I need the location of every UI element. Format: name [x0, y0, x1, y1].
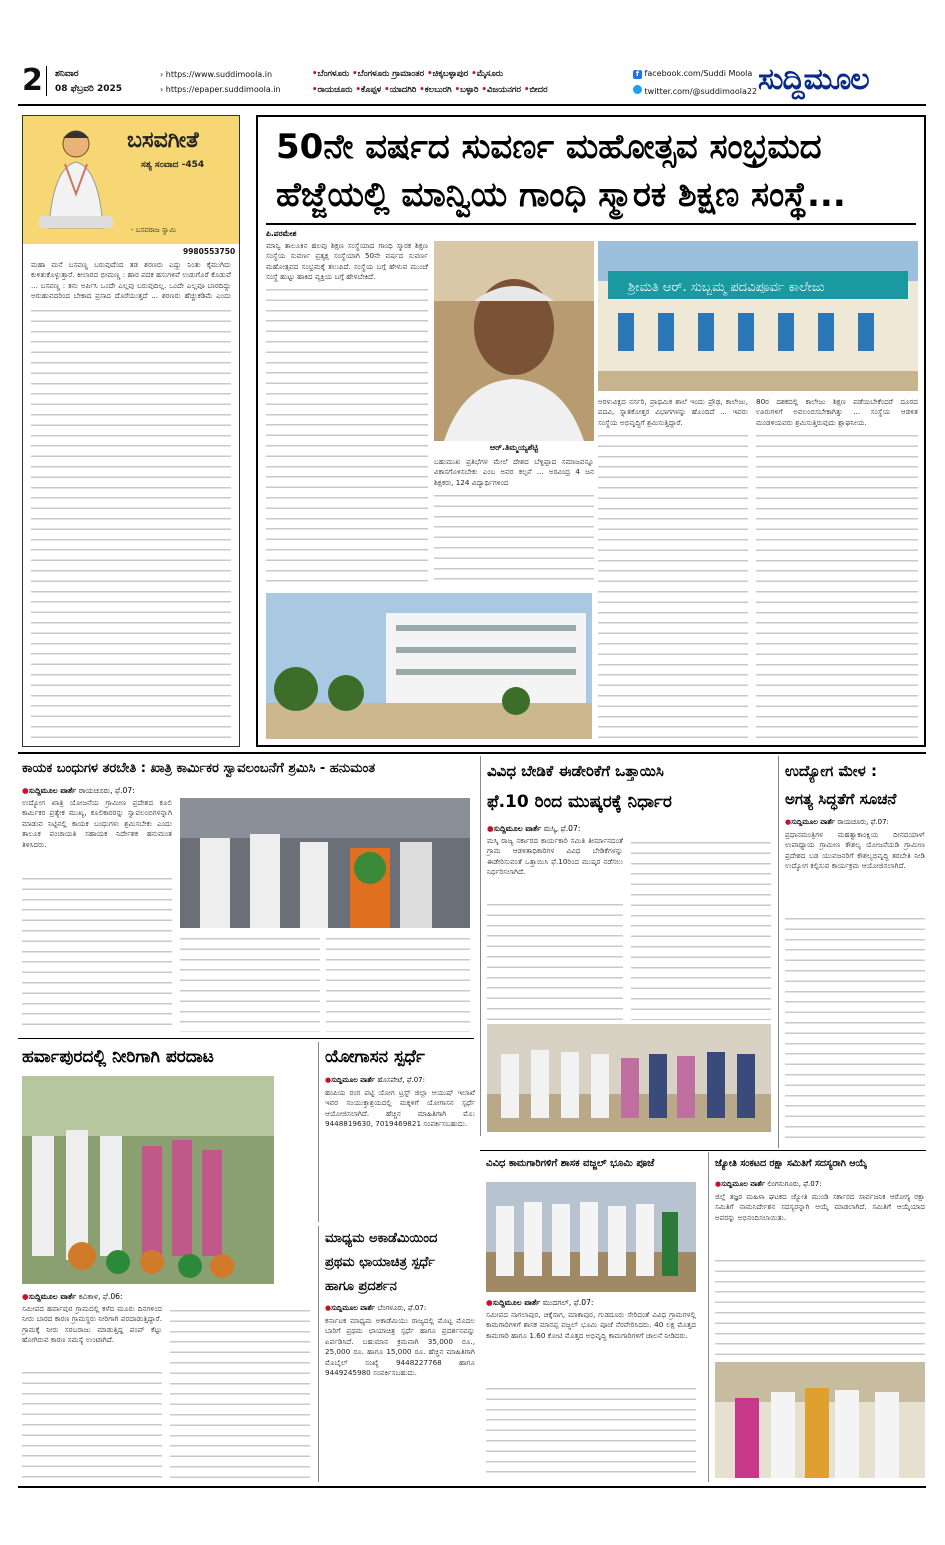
facebook-row [633, 69, 752, 79]
yoga-body: ಹಂಪಿಯ ರಂಗ ಪಟ್ಟಿ ಯೋಗ ಟ್ರಸ್ಟ್ ಜಿಲ್ಲಾ ಆಯುಷ್ ಇಲಾಖೆ ಇವರ ಸಂಯುಕ್ತಾಶ್ರಯದಲ್ಲಿ ಮಕ್ಕಳಿಗೆ ಯೋಗಾಸನ ಸ್ಪರ್ಧೆ ಆಯೋಜಿಸಲಾಗಿದೆ. ಹೆಚ್ಚಿನ ಮಾಹಿತಿಗಾಗಿ ಮೊ: 9448819630, 7019469821 ಸಂಪರ್ಕಿಸಬಹುದು. [325, 1088, 475, 1129]
job-fair-body: ಪ್ರಧಾನಮಂತ್ರಿಗಳ ಮಹತ್ವಾಕಾಂಕ್ಷಿಯ ದೀನದಯಾಳ್ ಉಪಾಧ್ಯಾಯ ಗ್ರಾಮೀಣ ಕೌಶಲ್ಯ ಯೋಜನೆಯಡಿ ಗ್ರಾಮೀಣ ಪ್ರದೇಶದ ಬಡ ಯುವಜನರಿಗೆ ಕೌಶಲ್ಯಭಿವೃದ್ಧಿ ತರಬೇತಿ ನೀಡಿ ಉದ್ಯೋಗ ಕಲ್ಪಿಸುವ ಕಾರ್ಯಕ್ರಮ ಆಯೋಜಿಸಲಾಗಿದೆ. [785, 830, 925, 871]
chevron-right-icon: › [160, 85, 164, 94]
basavageethe-header [23, 116, 239, 244]
basavageethe-series: ಸತ್ಯ ಸಂವಾದ -454 [141, 160, 205, 170]
cities-row-1: •ಬೆಂಗಳೂರು •ಬೆಂಗಳೂರು ಗ್ರಾಮಾಂತರ •ಚಿಕ್ಕಬಳ್ಳಾಪುರ •ಮೈಸೂರು [312, 69, 504, 79]
story-photo-contest [318, 1226, 474, 1482]
job-fair-headline-2: ಅಗತ್ಯ ಸಿದ್ಧತೆಗೆ ಸೂಚನೆ [785, 790, 897, 808]
story-job-fair [778, 756, 926, 1148]
masthead [0, 0, 945, 112]
lead-story [256, 115, 926, 747]
chevron-right-icon: › [160, 70, 164, 79]
pooja-body: ಸಮೀಪದ ನಾಗಲಾಪುರ, ಚಿಕ್ಕೆಸಾಗ, ಮಾಕಾಪುರ, ಗುಡದೂರು ಸೇರಿದಂತೆ ವಿವಿಧ ಗ್ರಾಮಗಳಲ್ಲಿ ಕಾಮಗಾರಿಗಳಿಗೆ ಶಾಸಕ ಮಾನಪ್ಪ ವಜ್ಜಲ್ ಭೂಮಿ ಪೂಜೆ ನೆರವೇರಿಸಿದರು. 40 ಲಕ್ಷ ಮೊತ್ತದ ಕಾಮಗಾರಿ ಹಾಗೂ 1.60 ಕೋಟಿ ಮೊತ್ತದ ಅಭಿವೃದ್ಧಿ ಕಾಮಗಾರಿಗಳಿಗೆ ಚಾಲನೆ ನೀಡಿದರು. [486, 1310, 696, 1340]
city-koppal[interactable]: ಕೊಪ್ಪಳ [360, 85, 382, 95]
kayaka-headline: ಕಾಯಕ ಬಂಧುಗಳ ತರಬೇತಿ : ಖಾತ್ರಿ ಕಾರ್ಮಿಕರ ಸ್ವಾವಲಂಬನೆಗೆ ಶ್ರಮಿಸಿ - ಹನುಮಂತ [22, 761, 376, 776]
lead-col3: ಅರಳುವಿಕ್ಷದ ನರ್ಸರಿ, ಪ್ರಾಥಮಿಕ ಶಾಲೆ ಇಂದು ಪ್ರೌಢ, ಕಾಲೇಜು, ಪದವಿ, ಸ್ನಾತಕೋತ್ತರ ವಿಭಾಗಗಳನ್ನು ಹೊಂದಿದೆ ... ಇವರು ಸಂಸ್ಥೆಯ ಅಭಿವೃದ್ಧಿಗೆ ಶ್ರಮಿಸುತ್ತಿದ್ದಾರೆ. [598, 397, 748, 427]
epaper-row [160, 85, 281, 94]
twitter-icon [633, 85, 642, 94]
basavageethe-body: ಮಹಾ ಮನೆ ಬಸವಣ್ಣ ಬರುವುದೆಂದ ತಡ ಶರಣರು ಎದ್ದು ನಿಂತು ಕೈಮುಗಿದು ಕುಳಿತುಕೊಳ್ಳುತ್ತಾರೆ. ಕೀಲಾರದ ಭೀಮಣ್ಣ : ಹಾರ ಪದಕ ಹಸುಗಳಿವೆ ಉಡುಗೊರೆ ಕೊಡುವೆ ... ಬಸವಣ್ಣ : ತನು ಅರ್ಪಿಸಿ ಒಂದೇ ಎಲ್ಲವು ಬರುವುದಿಲ್ಲ. ಒಂದೇ ಎಲ್ಲವೂ ಬಾರದಿದ್ದು ಅರುಹುವದರಿಂದ ಬೇಕಾದ ಪ್ರಸಾದ ದೊರೆಯುತ್ತದೆ ... ಶರಣರು ಹೆಚ್ಚುಕಡಿಮೆ ಎಂದು [31, 260, 231, 301]
job-fair-headline-1: ಉದ್ಯೋಗ ಮೇಳ : [785, 762, 878, 780]
city-ballari[interactable]: ಬಳ್ಳಾರಿ [460, 85, 479, 95]
city-raichur[interactable]: ರಾಯಚೂರು [317, 85, 353, 95]
saint-illustration [35, 124, 117, 228]
website-row [160, 70, 272, 79]
kayaka-byline: ●ಸುದ್ದಿಮೂಲ ವಾರ್ತೆ ರಾಯಚೂರು, ಫೆ.07: [22, 786, 135, 795]
facebook-icon: f [633, 70, 642, 79]
basavageethe-phone: 9980553750 [183, 247, 236, 256]
epaper-link[interactable]: https://epaper.suddimoola.in [165, 85, 281, 94]
contest-byline: ●ಸುದ್ದಿಮೂಲ ವಾರ್ತೆ ಬೆಂಗಳೂರು, ಫೆ.07: [325, 1304, 427, 1312]
jyoti-byline: ●ಸುದ್ದಿಮೂಲ ವಾರ್ತೆ ಲಿಂಗಸುಗೂರು, ಫೆ.07: [715, 1180, 822, 1188]
basavageethe-box [22, 115, 240, 747]
protest-headline-2: ಫೆ.10 ರಿಂದ ಮುಷ್ಕರಕ್ಕೆ ನಿರ್ಧಾರ [487, 792, 672, 812]
lead-col1: ಮಾನ್ವಿ ತಾಲೂಕಿನ ಹಲವು ಶಿಕ್ಷಣ ಸಂಸ್ಥೆಯಾದ ಗಾಂಧಿ ಸ್ಮಾರಕ ಶಿಕ್ಷಣ ಸಂಸ್ಥೆಯ ಸುವರ್ಣ ಪ್ರತ್ಯಕ್ಷ ಸಂಸ್ಥೆಯಾಗಿ 50ನೇ ವರ್ಷದ ಸುವರ್ಣ ಮಹೋತ್ಸವದ ಸಂಭ್ರಮಕ್ಕೆ ತಲುಪಿದೆ. ಸಂಸ್ಥೆಯ ಬಗ್ಗೆ ಹೇಳುವ ಮುಂಚೆ ಸಂಸ್ಥೆ ಹುಟ್ಟು ಹಾಕಿದ ವ್ಯಕ್ತಿಯ ಬಗ್ಗೆ ಹೇಳಬೇಕಿದೆ. [266, 241, 428, 282]
basavageethe-author: - ಬಸವರಾಜ ಸ್ವಾಮಿ [131, 226, 176, 234]
yoga-headline: ಯೋಗಾಸನ ಸ್ಪರ್ಧೆ [325, 1047, 425, 1067]
pooja-headline: ವಿವಿಧ ಕಾಮಗಾರಿಗಳಿಗೆ ಶಾಸಕ ವಜ್ಜಲ್ ಭೂಮಿ ಪೂಜೆ [486, 1158, 655, 1169]
facebook-link[interactable]: facebook.com/Suddi Moola [644, 69, 753, 78]
story-yoga [318, 1042, 474, 1222]
campus-photo [266, 593, 592, 739]
city-bengaluru[interactable]: ಬೆಂಗಳೂರು [317, 69, 350, 79]
portrait-photo [434, 241, 594, 441]
contest-headline-1: ಮಾಧ್ಯಮ ಅಕಾಡೆಮಿಯಿಂದ [325, 1231, 438, 1246]
lead-headline-2: ಹೆಜ್ಜೆಯಲ್ಲಿ ಮಾನ್ವಿಯ ಗಾಂಧಿ ಸ್ಮಾರಕ ಶಿಕ್ಷಣ ಸಂಸ್ಥೆ... [276, 175, 846, 215]
twitter-row [633, 85, 757, 96]
jyoti-body: ಜಿಲ್ಲೆ ತಜ್ಞರ ಮಹಿಳಾ ಘಟಕದ ಜ್ಯೋತಿ ಮುಂಡಿ ಸರ್ಕಾರದ ಸಾರ್ವಜನಿಕ ಆರೋಗ್ಯ ರಕ್ಷಾ ಸಮಿತಿಗೆ ನಾಮನಿರ್ದೇಶನ ಸದಸ್ಯರನ್ನಾಗಿ ಆಯ್ಕೆ ಮಾಡಲಾಗಿದೆ. ಸಮಿತಿಗೆ ಆಯ್ಕೆಯಾದ ಅವರನ್ನು ಅಭಿನಂದಿಸಲಾಯಿತು. [715, 1192, 925, 1222]
city-bengaluru-rural[interactable]: ಬೆಂಗಳೂರು ಗ್ರಾಮಾಂತರ [357, 69, 425, 79]
pooja-byline: ●ಸುದ್ದಿಮೂಲ ವಾರ್ತೆ ಮುದಗಲ್, ಫೆ.07: [486, 1298, 594, 1307]
city-vijayanagara[interactable]: ವಿಜಯನಗರ [486, 85, 522, 95]
twitter-link[interactable]: twitter.com/@suddimoola22 [644, 87, 758, 96]
yoga-byline: ●ಸುದ್ದಿಮೂಲ ವಾರ್ತೆ ಹೊಸಪೇಟೆ, ಫೆ.07: [325, 1076, 425, 1084]
lead-byline: ಪಿ.ಪರಮೇಶ [266, 229, 297, 238]
protest-byline: ●ಸುದ್ದಿಮೂಲ ವಾರ್ತೆ ಮಸ್ಕಿ, ಫೆ.07: [487, 824, 581, 833]
water-photo [22, 1076, 274, 1284]
water-headline: ಹರ್ವಾಪುರದಲ್ಲಿ ನೀರಿಗಾಗಿ ಪರದಾಟ [22, 1047, 214, 1067]
city-kalaburagi[interactable]: ಕಲಬುರಗಿ [424, 85, 452, 95]
story-protest [480, 756, 772, 1136]
logo: ಸುದ್ದಿಮೂಲ [758, 62, 869, 97]
website-link[interactable]: https://www.suddimoola.in [165, 70, 273, 79]
water-byline: ●ಸುದ್ದಿಮೂಲ ವಾರ್ತೆ ಕವಿತಾಳ, ಫೆ.06: [22, 1292, 123, 1301]
city-bidar[interactable]: ಬೀದರ [529, 85, 548, 95]
page-number: 2 [22, 63, 43, 98]
pooja-photo [486, 1182, 696, 1292]
school-sign: ಶ್ರೀಮತಿ ಆರ್. ಸುಬ್ಬಮ್ಮ ಪದವಿಪೂರ್ವ ಕಾಲೇಜು [628, 280, 825, 295]
contest-headline-3: ಹಾಗೂ ಪ್ರದರ್ಶನ [325, 1279, 397, 1294]
kayaka-body: ಉದ್ಯೋಗ ಖಾತ್ರಿ ಯೋಜನೆಯ ಗ್ರಾಮೀಣ ಪ್ರದೇಶದ ಕೂಲಿ ಕಾರ್ಮಿಕರ ಪ್ರತ್ಯೇಕ ಮುಖ್ಯ, ಕೂಲಿಕಾರರನ್ನು ಸ್ವಾವಲಂಬಿಗಳನ್ನಾಗಿ ಮಾಡುವ ನಿಟ್ಟಿನಲ್ಲಿ ಕಾಯಕ ಬಂಧುಗಳು ಶ್ರಮಿಸಬೇಕು ಎಂದು ತಾಲೂಕ ಪಂಚಾಯತಿ ಸಹಾಯಕ ನಿರ್ದೇಶಕ ಹನುಮಂತ ತಿಳಿಸಿದರು. [22, 798, 172, 849]
protest-photo [487, 1024, 771, 1132]
story-pooja [486, 1152, 700, 1482]
protest-headline-1: ವಿವಿಧ ಬೇಡಿಕೆ ಈಡೇರಿಕೆಗೆ ಒತ್ತಾಯಿಸಿ [487, 762, 664, 780]
story-kayaka [22, 756, 470, 1036]
city-mysuru[interactable]: ಮೈಸೂರು [476, 69, 504, 79]
cities-row-2: •ರಾಯಚೂರು •ಕೊಪ್ಪಳ •ಯಾದಗಿರಿ •ಕಲಬುರಗಿ •ಬಳ್ಳಾರಿ •ವಿಜಯನಗರ •ಬೀದರ [312, 85, 548, 95]
city-yadgir[interactable]: ಯಾದಗಿರಿ [389, 85, 417, 95]
school-photo [598, 241, 918, 391]
portrait-caption: ಆರ್.ತಿಮ್ಮಯ್ಯಶೆಟ್ಟಿ [489, 443, 539, 452]
lead-headline-1: 50ನೇ ವರ್ಷದ ಸುವರ್ಣ ಮಹೋತ್ಸವ ಸಂಭ್ರಮದ [276, 127, 822, 167]
contest-headline-2: ಪ್ರಥಮ ಛಾಯಾಚಿತ್ರ ಸ್ಪರ್ಧೆ [325, 1255, 436, 1270]
basavageethe-title: ಬಸವಗೀತೆ [127, 128, 199, 153]
kayaka-photo [180, 798, 470, 928]
job-fair-byline: ●ಸುದ್ದಿಮೂಲ ವಾರ್ತೆ ರಾಯಚೂರು, ಫೆ.07: [785, 818, 889, 826]
contest-body: ಕರ್ನಾಟಕ ಮಾಧ್ಯಮ ಅಕಾಡೆಮಿಯು ರಾಜ್ಯದಲ್ಲಿ ಮೊಟ್ಟ ಮೊದಲ ಬಾರಿಗೆ ಪ್ರಥಮ ಛಾಯಾಚಿತ್ರ ಸ್ಪರ್ಧೆ ಹಾಗೂ ಪ್ರದರ್ಶನವನ್ನು ಏರ್ಪಡಿಸಿದೆ. ಬಹುಮಾನ ಕ್ರಮವಾಗಿ 35,000 ರೂ., 25,000 ರೂ. ಹಾಗೂ 15,000 ರೂ. ಹೆಚ್ಚಿನ ಮಾಹಿತಿಗಾಗಿ ಮೊಬೈಲ್ ಸಂಖ್ಯೆ 9448227768 ಹಾಗೂ 9449245980 ಸಂಪರ್ಕಿಸಬಹುದು. [325, 1316, 475, 1378]
water-body: ಸಮೀಪದ ಹರ್ವಾಪುರ ಗ್ರಾಮದಲ್ಲಿ ಕಳೆದ ಮೂರು ದಿನಗಳಿಂದ ನೀರು ಬಾರದ ಕಾರಣ ಗ್ರಾಮಸ್ಥರು ನೀರಿಗಾಗಿ ಪರದಾಡುತ್ತಿದ್ದಾರೆ. ಗ್ರಾಮಕ್ಕೆ ನೀರು ಸರಬರಾಜು ಮಾಡುತ್ತಿದ್ದ ಪಂಪ್ ಕೆಟ್ಟು ಹೋಗಿರುವ ಕಾರಣ ಸಮಸ್ಯೆ ಉಂಟಾಗಿದೆ. [22, 1304, 162, 1345]
lead-col4: 80ರ ದಶಕದಲ್ಲಿ ಕಾಲೇಜು ಶಿಕ್ಷಣ ಪಡೆಯಬೇಕೆಂದರೆ ದೂರದ ಊರುಗಳಿಗೆ ಅವಲಂಬಿಸಬೇಕಾಗಿತ್ತು ... ಸಂಸ್ಥೆಯ ಆಡಳಿತ ಮಂಡಳಿಯವರು ಶ್ರಮಿಸುತ್ತಿರುವುದು ಶ್ಲಾಘನೀಯ. [756, 397, 918, 427]
story-water [22, 1042, 312, 1482]
city-chikkaballapura[interactable]: ಚಿಕ್ಕಬಳ್ಳಾಪುರ [432, 69, 469, 79]
lead-col2: ಬಹುಮುಖ ಪ್ರತಿಭೆಗಳ ಮೇಲೆ ದೇಶದ ಬೆಳ್ಳಿಪ್ಪಾದ ಸಮಾಜವನ್ನೂ ವಿಕಾಸಗೊಳಿಸಬೇಕು ಎಂಬ ಅವರ ಕಲ್ಪನೆ ... ಅರವಿಂದ್ರ 4 ಜನ ಶಿಕ್ಷಕರು, 124 ವಿದ್ಯಾರ್ಥಿಗಳಿಂದ [434, 457, 594, 487]
jyoti-photo [715, 1362, 925, 1478]
weekday: ಶನಿವಾರ [55, 69, 79, 79]
jyoti-headline: ಜ್ಯೋತಿ ಸಂಕಟದ ರಕ್ಷಾ ಸಮಿತಿಗೆ ಸದಸ್ಯರಾಗಿ ಆಯ್ಕೆ [715, 1158, 867, 1169]
story-jyoti [708, 1152, 926, 1482]
protest-body: ಮಸ್ಕಿ ರಾಜ್ಯ ಸರ್ಕಾರದ ಕಾರ್ಯಕಾರಿ ಸಮಿತಿ ತೀರ್ಮಾನದಂತೆ ಗ್ರಾಮ ಆಡಳಿತಾಧಿಕಾರಿಗಳ ವಿವಿಧ ಬೇಡಿಕೆಗಳನ್ನು ಈಡೇರಿಸುವಂತೆ ಒತ್ತಾಯಿಸಿ ಫೆ.10ರಿಂದ ಮುಷ್ಕರ ನಡೆಸಲು ನಿರ್ಧರಿಸಲಾಗಿದೆ. [487, 836, 623, 877]
date: 08 ಫೆಬ್ರವರಿ 2025 [55, 84, 122, 94]
